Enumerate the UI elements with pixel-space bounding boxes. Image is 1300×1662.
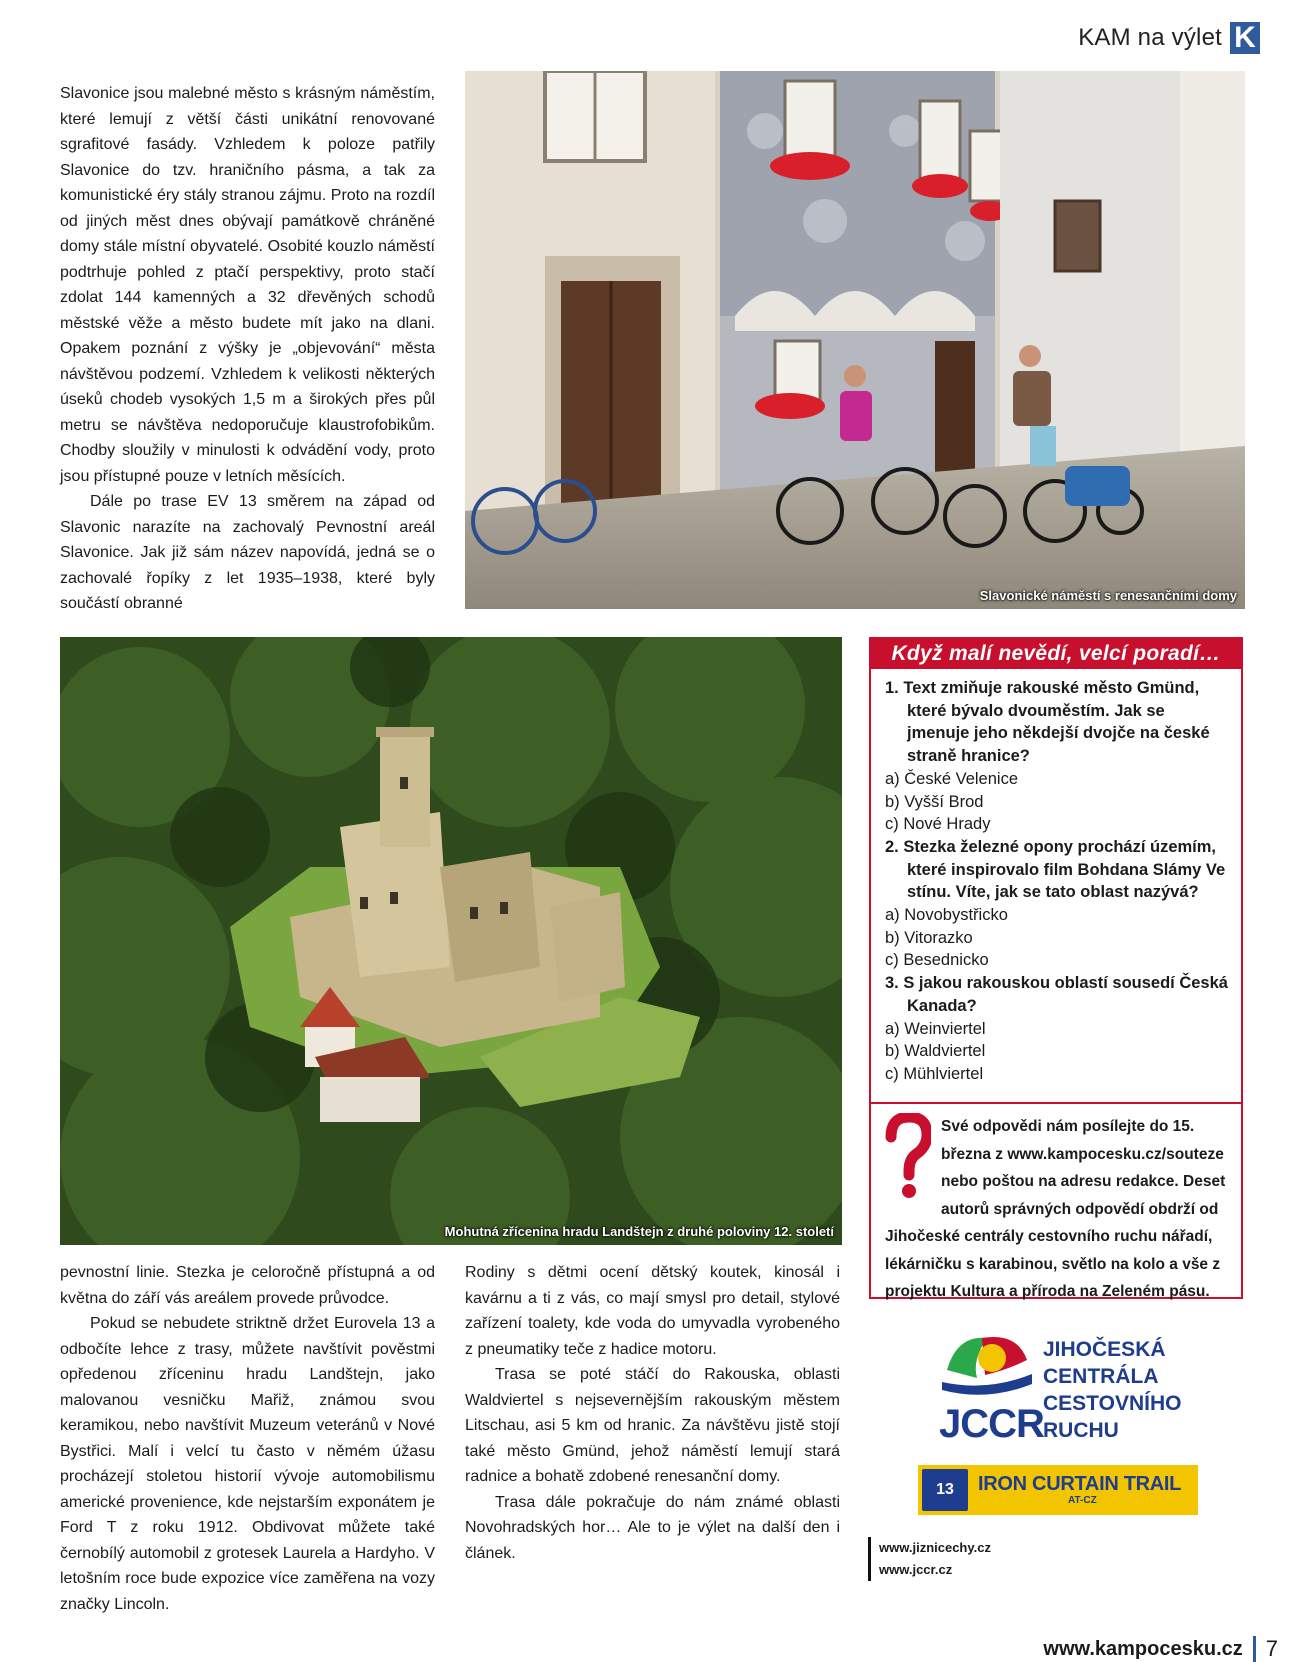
paragraph: Slavonice jsou malebné město s krásným náměstím, které lemují z větší části unikátní renovované sgrafitové fasády. Vzhledem k poloze patřily Slavonice do tzv. hraničního pásma, a tak za komunistické éry stály stranou zájmu. Proto na rozdíl od jiných měst dnes obývají památkově chráněné domy stále místní obyvatelé. Osobité kouzlo náměstí podtrhuje pohled z ptačí perspektivy, proto stačí zdolat 144 kamenných a 32 dřevěných schodů městské věže a město budete mít jako na dlani. Opakem poznání z výšky je „objevování“ města návštěvou podzemí. Vzhledem k velikosti některých úseků chodeb vysokých 1,5 m a širokých přes půl metru se návštěva nedoporučuje klaustrofobikům. Chodby sloužily v minulosti k odvádění vody, proto jsou přístupné pouze v letních měsících.: [60, 85, 435, 485]
article-text-bottom-left: [60, 1260, 435, 1617]
photo-landstejn-castle: [60, 637, 842, 1245]
ict-subtitle: AT-CZ: [1068, 1495, 1097, 1506]
photo-slavonice-illustration: [465, 71, 1245, 609]
paragraph: pevnostní linie. Stezka je celoročně přístupná a od května do září vás areálem provede průvodce.: [60, 1264, 435, 1307]
page-number: 7: [1265, 1636, 1278, 1661]
k-logo-icon: K: [1230, 22, 1260, 54]
paragraph: Trasa se poté stáčí do Rakouska, oblasti Waldviertel s nejsevernějším rakouským městem Litschau, asi 5 km od hranic. Za návštěvu jistě stojí také město Gmünd, jehož náměstí lemují stará radnice a bohatě zdobené renesanční domy.: [465, 1366, 840, 1485]
paragraph: Rodiny s dětmi ocení dětský koutek, kinosál i kavárnu a ti z vás, co mají smysl pro detail, stylové zařízení toalety, kde voda do umyvadla vyrobeného z pneumatiky teče z hadice motoru.: [465, 1264, 840, 1358]
quiz-divider: [871, 1102, 1241, 1104]
jccr-logo: [935, 1330, 1195, 1446]
quiz-option: c) Besednicko: [885, 951, 989, 970]
quiz-box: [869, 637, 1243, 1299]
footer-url[interactable]: www.kampocesku.cz: [1043, 1637, 1243, 1660]
quiz-instructions: [885, 1113, 1229, 1306]
jccr-name: JIHOČESKÁ CENTRÁLA CESTOVNÍHO RUCHU: [1043, 1338, 1182, 1442]
article-text-bottom-right: [465, 1260, 840, 1566]
quiz-question: 1. Text zmiňuje rakouské město Gmünd, které bývalo dvouměstím. Jak se jmenuje jeho někdejší dvojče na české straně hranice?: [885, 679, 1210, 766]
ict-title: IRON CURTAIN TRAIL: [978, 1473, 1182, 1495]
link-jiznicechy[interactable]: www.jiznicechy.cz: [879, 1540, 991, 1555]
quiz-option: b) Vyšší Brod: [885, 792, 984, 811]
quiz-questions: [871, 669, 1241, 1086]
photo-castle-illustration: [60, 637, 842, 1245]
paragraph: Pokud se nebudete striktně držet Eurovela 13 a odbočíte lehce z trasy, můžete navštívit pověstmi opředenou zříceninu hradu Landštejn, jako malovanou vesničku Mařiž, známou svou keramikou, nebo navštívit Muzeum veteránů v Nové Bystřici. Malí i velcí tu často v němém úžasu procházejí stoletou historií vývoje automobilismu americké provenience, kde nejstarším exponátem je Ford T z roku 1912. Obdivovat můžete také černobílý automobil z grotesek Laurela a Hardyho. V letošním roce bude expozice více zaměřena na vozy značky Lincoln.: [60, 1315, 435, 1613]
quiz-option: c) Mühlviertel: [885, 1064, 984, 1083]
page-footer: [1043, 1636, 1278, 1662]
jccr-logo-icon: [937, 1330, 1037, 1402]
header-title: KAM na výlet: [1078, 24, 1222, 51]
quiz-option: b) Vitorazko: [885, 928, 973, 947]
iron-curtain-trail-logo: [918, 1465, 1198, 1515]
web-links: [868, 1537, 991, 1581]
jccr-abbr: JCCR: [939, 1402, 1044, 1446]
quiz-option: c) Nové Hrady: [885, 815, 991, 834]
quiz-option: a) Novobystřicko: [885, 906, 1008, 925]
magazine-header: [1078, 22, 1260, 54]
eurovelo-13-badge: 13: [922, 1469, 968, 1511]
paragraph: Dále po trase EV 13 směrem na západ od Slavonic narazíte na zachovalý Pevnostní areál Slavonice. Jak již sám název napovídá, jedná se o zachovalé řopíky z let 1935–1938, které byly součástí obranné: [60, 493, 435, 612]
question-mark-icon: [885, 1113, 931, 1201]
quiz-question: 3. S jakou rakouskou oblastí sousedí Česká Kanada?: [885, 974, 1228, 1015]
photo-slavonice-square: [465, 71, 1245, 609]
quiz-question: 2. Stezka železné opony prochází územím, které inspirovalo film Bohdana Slámy Ve stínu. Víte, jak se tato oblast nazývá?: [885, 837, 1226, 902]
article-text-top: [60, 81, 435, 617]
quiz-footer-text: Své odpovědi nám posílejte do 15. března z www.kampocesku.cz/souteze nebo poštou na adresu redakce. Deset autorů správných odpovědí obdrží od Jihočeské centrály cestovního ruchu nářadí, lékárničku s karabinou, světlo na kolo a vše z projektu Kultura a příroda na Zeleném pásu.: [885, 1118, 1226, 1300]
quiz-title: Když malí nevědí, velcí poradí…: [871, 639, 1241, 669]
photo-caption: Slavonické náměstí s renesančními domy: [979, 588, 1237, 603]
quiz-option: a) Weinviertel: [885, 1019, 986, 1038]
quiz-option: a) České Velenice: [885, 769, 1018, 788]
footer-divider: [1253, 1636, 1256, 1662]
link-jccr[interactable]: www.jccr.cz: [879, 1562, 953, 1577]
paragraph: Trasa dále pokračuje do nám známé oblasti Novohradských hor… Ale to je výlet na další den i článek.: [465, 1493, 840, 1562]
photo-caption: Mohutná zřícenina hradu Landštejn z druhé poloviny 12. století: [444, 1224, 834, 1239]
quiz-option: b) Waldviertel: [885, 1042, 986, 1061]
